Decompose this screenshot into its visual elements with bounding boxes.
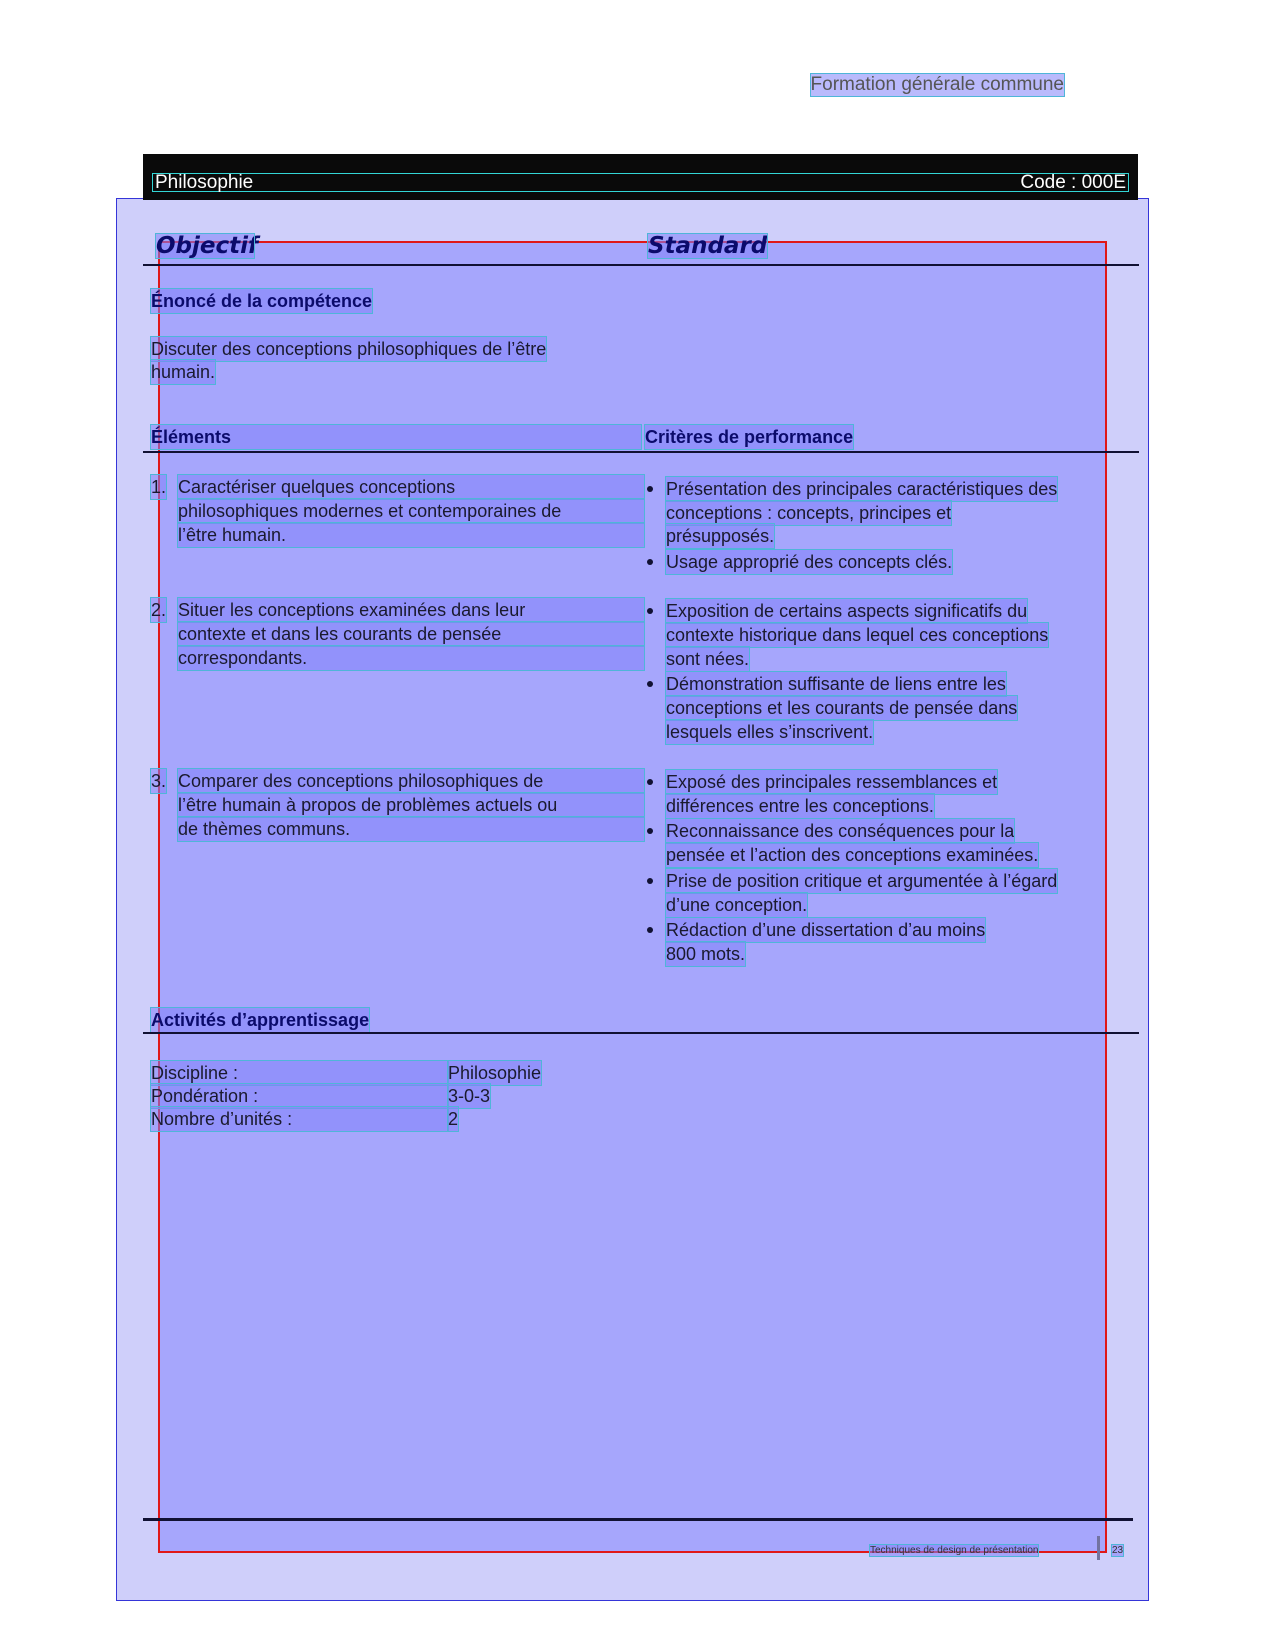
divider-objective — [143, 264, 1139, 266]
objective-heading: Objectif — [156, 233, 259, 259]
element-line: de thèmes communs. — [178, 817, 644, 841]
element-line: Comparer des conceptions philosophiques de — [178, 769, 644, 793]
footer-marker — [1097, 1536, 1100, 1560]
bullet-icon — [647, 486, 653, 492]
course-code: Code : 000E — [1020, 171, 1126, 193]
competence-line-1: Discuter des conceptions philosophiques de l’être — [151, 339, 547, 359]
criterion-line: Rédaction d’une dissertation d’au moins — [666, 920, 986, 940]
element-line: l’être humain à propos de problèmes actuels ou — [178, 793, 644, 817]
element-line: correspondants. — [178, 646, 644, 670]
criterion-line: 800 mots. — [666, 944, 746, 964]
footer-rule — [143, 1518, 1133, 1521]
criterion-line: sont nées. — [666, 649, 750, 669]
course-header-bar — [143, 154, 1138, 200]
competence-heading: Énoncé de la compétence — [151, 291, 373, 311]
units-value: 2 — [448, 1109, 459, 1129]
elements-heading: Éléments — [151, 425, 641, 449]
competence-line-2: humain. — [151, 362, 216, 382]
criterion-line: Exposé des principales ressemblances et — [666, 772, 998, 792]
element-number: 2. — [151, 600, 167, 620]
units-label: Nombre d’unités : — [151, 1107, 448, 1131]
criterion-line: Prise de position critique et argumentée à l’égard — [666, 871, 1058, 891]
course-header — [152, 173, 1129, 192]
standard-heading: Standard — [648, 233, 768, 259]
element-line: contexte et dans les courants de pensée — [178, 622, 644, 646]
criterion-line: Exposition de certains aspects significatifs du — [666, 601, 1028, 621]
activities-heading: Activités d’apprentissage — [151, 1010, 370, 1030]
criterion-line: présupposés. — [666, 526, 775, 546]
bullet-icon — [647, 681, 653, 687]
criterion-line: d’une conception. — [666, 895, 808, 915]
element-number: 1. — [151, 477, 167, 497]
footer-page-number: 23 — [1112, 1545, 1124, 1556]
criterion-line: Usage approprié des concepts clés. — [666, 552, 953, 572]
bullet-icon — [647, 608, 653, 614]
weighting-label: Pondération : — [151, 1084, 448, 1108]
section-label: Formation générale commune — [810, 74, 1064, 95]
criterion-line: Démonstration suffisante de liens entre les — [666, 674, 1006, 694]
criterion-line: contexte historique dans lequel ces conceptions — [666, 625, 1049, 645]
divider-activities — [143, 1032, 1139, 1034]
element-line: philosophiques modernes et contemporaines de — [178, 499, 644, 523]
criterion-line: conceptions et les courants de pensée dans — [666, 698, 1018, 718]
criterion-line: Reconnaissance des conséquences pour la — [666, 821, 1015, 841]
bullet-icon — [647, 559, 653, 565]
element-line: Situer les conceptions examinées dans leur — [178, 598, 644, 622]
element-line: Caractériser quelques conceptions — [178, 475, 644, 499]
discipline-label: Discipline : — [151, 1061, 448, 1085]
course-title: Philosophie — [155, 171, 254, 193]
bullet-icon — [647, 779, 653, 785]
criterion-line: lesquels elles s’inscrivent. — [666, 722, 874, 742]
bullet-icon — [647, 927, 653, 933]
element-line: l’être humain. — [178, 523, 644, 547]
bullet-icon — [647, 878, 653, 884]
weighting-value: 3-0-3 — [448, 1086, 491, 1106]
criteria-heading: Critères de performance — [645, 427, 854, 447]
criterion-line: Présentation des principales caractéristiques des — [666, 479, 1058, 499]
criterion-line: différences entre les conceptions. — [666, 796, 934, 816]
divider-elements — [143, 451, 1139, 453]
discipline-value: Philosophie — [448, 1063, 542, 1083]
bullet-icon — [647, 828, 653, 834]
element-number: 3. — [151, 771, 167, 791]
criterion-line: pensée et l’action des conceptions examinées. — [666, 845, 1039, 865]
footer-program: Techniques de design de présentation — [870, 1545, 1039, 1556]
criterion-line: conceptions : concepts, principes et — [666, 503, 952, 523]
